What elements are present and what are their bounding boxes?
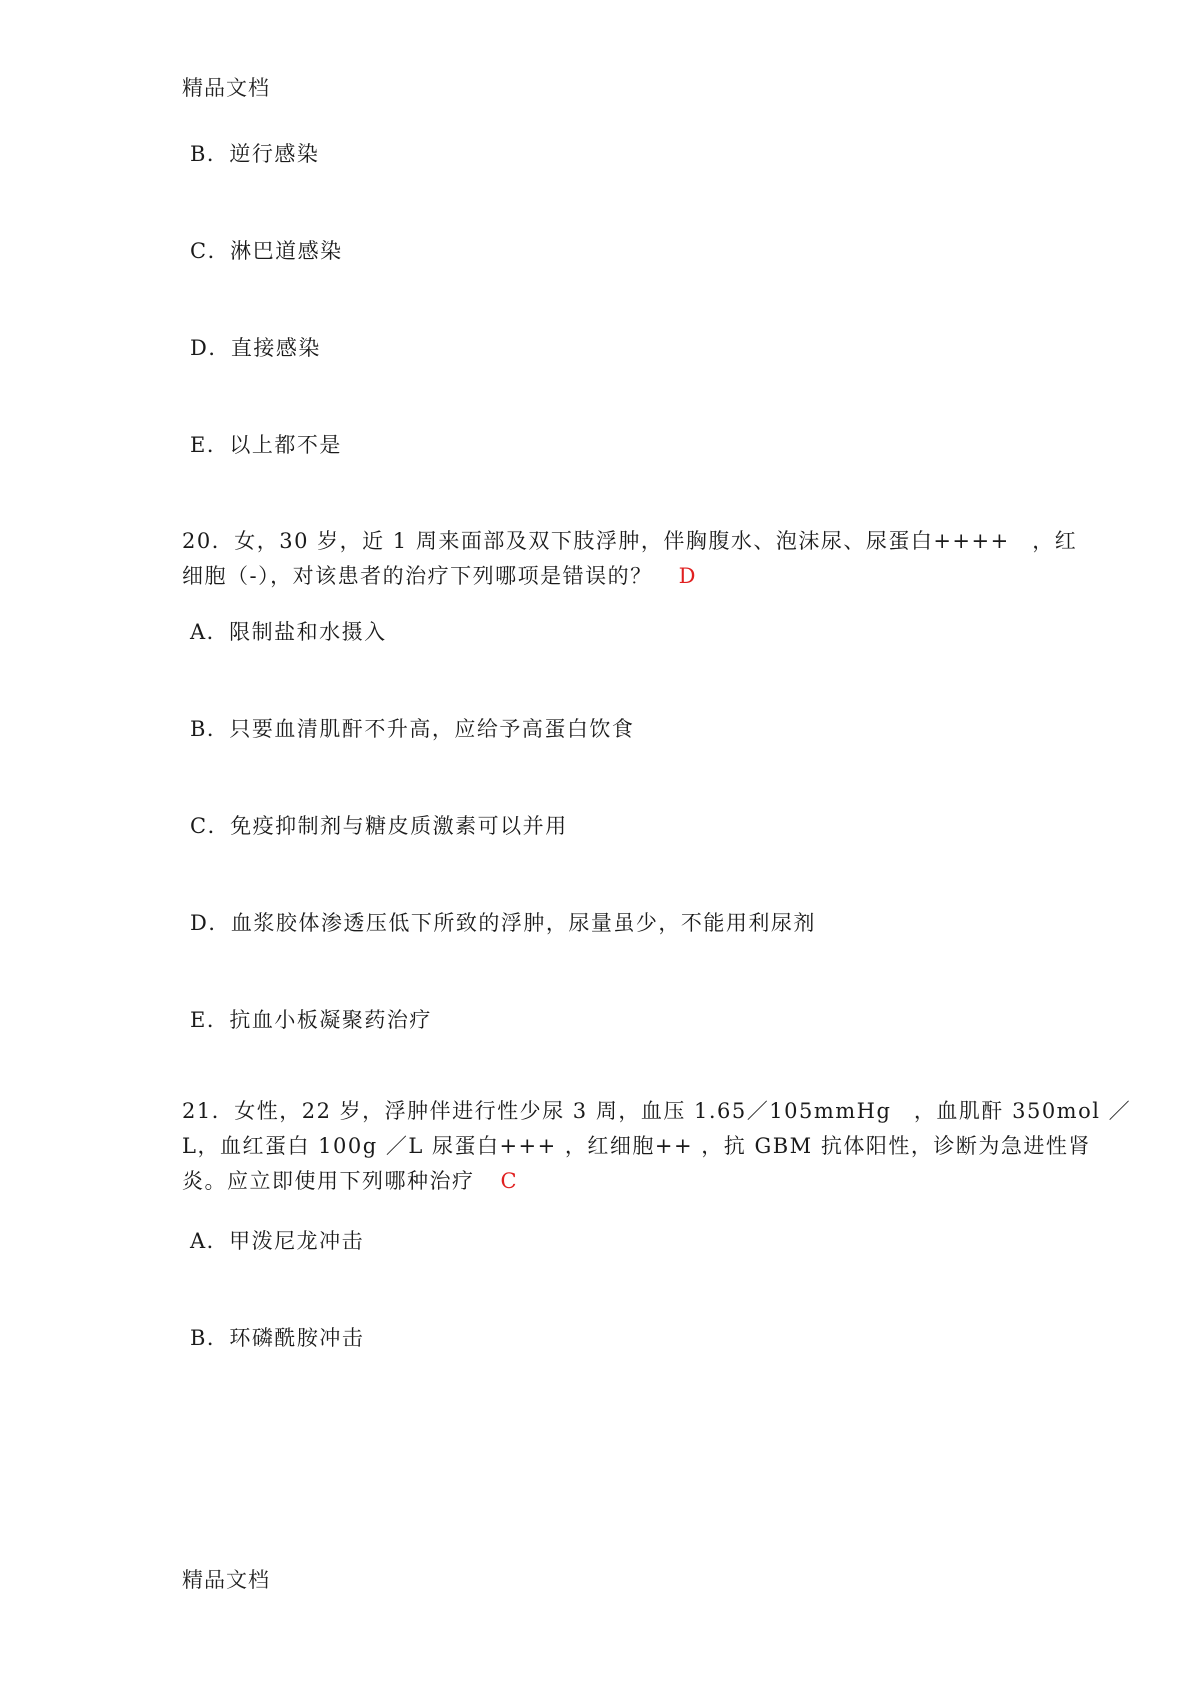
option-d: D．血浆胶体渗透压低下所致的浮肿，尿量虽少，不能用利尿剂 [190,911,816,935]
answer-key: D [678,564,696,588]
question-21-line-2: L，血红蛋白 100g ／L 尿蛋白+++ ，红细胞++ ，抗 GBM 抗体阳性，诊断为急进性肾 [182,1134,1091,1158]
page-header: 精品文档 [182,76,270,100]
question-21 [182,1094,1132,1199]
option-d: D．直接感染 [190,336,321,360]
question-20-line-2-text: 细胞（-），对该患者的治疗下列哪项是错误的？ [182,564,653,588]
option-c: C．免疫抑制剂与糖皮质激素可以并用 [190,814,568,838]
option-b: B．只要血清肌酐不升高，应给予高蛋白饮食 [190,717,635,741]
page-footer: 精品文档 [182,1568,270,1592]
question-21-line-1: 21．女性，22 岁，浮肿伴进行性少尿 3 周，血压 1.65／105mmHg ，血肌酐 350mol ／ [182,1099,1132,1123]
question-21-line-3-text: 炎。应立即使用下列哪种治疗 [182,1169,475,1193]
question-21-line-3 [182,1164,1017,1199]
answer-key: C [500,1169,517,1193]
option-e: E．抗血小板凝聚药治疗 [190,1008,432,1032]
option-b: B．环磷酰胺冲击 [190,1326,365,1350]
option-c: C．淋巴道感染 [190,239,343,263]
question-20 [182,524,1078,594]
option-e: E．以上都不是 [190,433,342,457]
option-a: A．甲泼尼龙冲击 [190,1229,365,1253]
option-a: A．限制盐和水摄入 [190,620,387,644]
question-20-line-1: 20．女，30 岁，近 1 周来面部及双下肢浮肿，伴胸腹水、泡沫尿、尿蛋白++++ ，红 [182,529,1078,553]
option-b: B．逆行感染 [190,142,320,166]
question-20-line-2 [182,559,1017,594]
